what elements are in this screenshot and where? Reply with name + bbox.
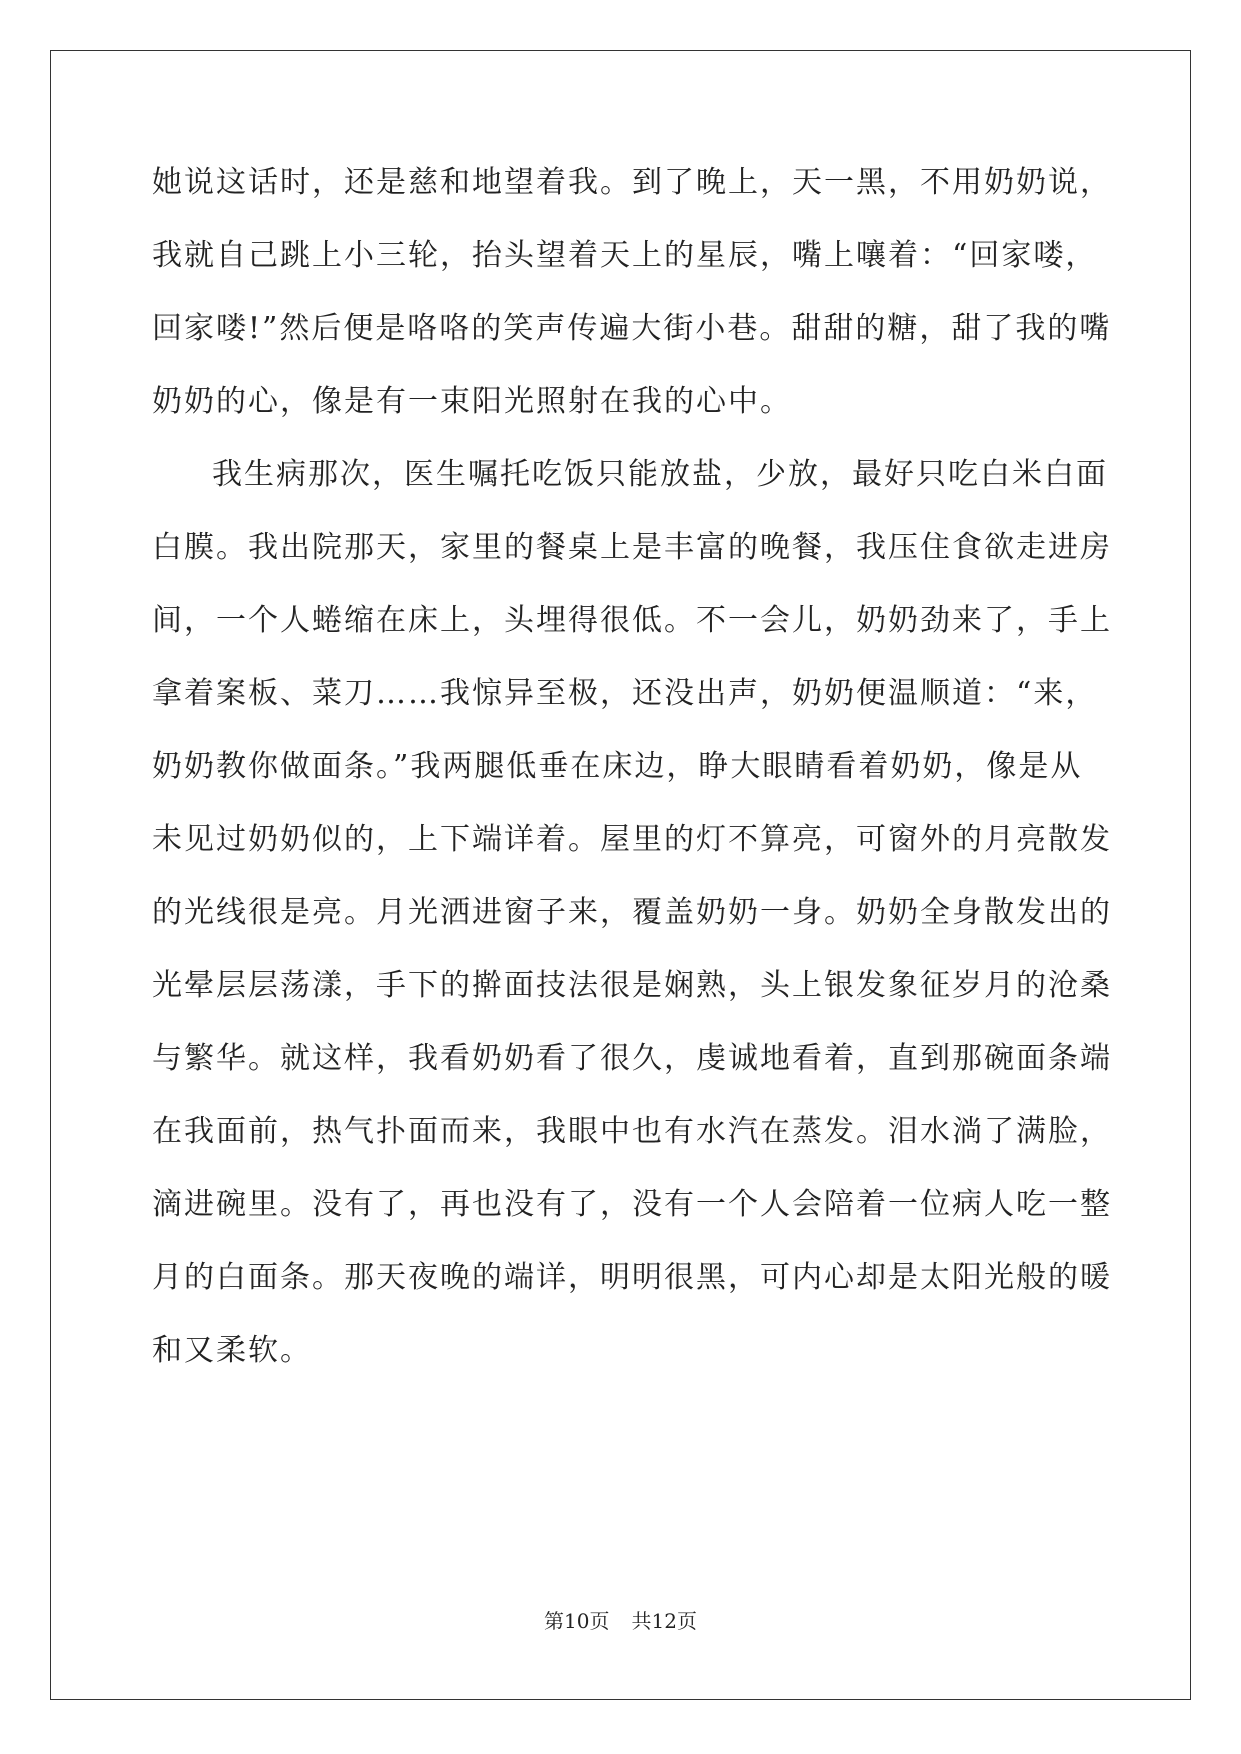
text-line: 我生病那次，医生嘱托吃饭只能放盐，少放，最好只吃白米白面 (212, 457, 1108, 492)
page-number: 第10页 (544, 1609, 610, 1633)
text-line: 的光线很是亮。月光洒进窗子来，覆盖奶奶一身。奶奶全身散发出的 (152, 895, 1112, 930)
text-line: 她说这话时，还是慈和地望着我。到了晚上，天一黑，不用奶奶说， (152, 165, 1112, 200)
text-line: 回家喽!”然后便是咯咯的笑声传遍大街小巷。甜甜的糖，甜了我的嘴 (152, 311, 1112, 346)
text-line: 间，一个人蜷缩在床上，头埋得很低。不一会儿，奶奶劲来了，手上 (152, 603, 1112, 638)
text-line: 月的白面条。那天夜晚的端详，明明很黑，可内心却是太阳光般的暖 (152, 1260, 1112, 1295)
text-line: 奶奶教你做面条。”我两腿低垂在床边，睁大眼睛看着奶奶，像是从 (152, 749, 1083, 784)
page-border (50, 50, 1191, 1700)
text-line: 拿着案板、菜刀……我惊异至极，还没出声，奶奶便温顺道：“来， (152, 676, 1098, 711)
text-line: 在我面前，热气扑面而来，我眼中也有水汽在蒸发。泪水淌了满脸， (152, 1114, 1112, 1149)
page-footer (0, 1605, 1241, 1634)
text-line: 光晕层层荡漾，手下的擀面技法很是娴熟，头上银发象征岁月的沧桑 (152, 968, 1112, 1003)
text-line: 与繁华。就这样，我看奶奶看了很久，虔诚地看着，直到那碗面条端 (152, 1041, 1112, 1076)
text-line: 奶奶的心，像是有一束阳光照射在我的心中。 (152, 384, 792, 419)
text-line: 未见过奶奶似的，上下端详着。屋里的灯不算亮，可窗外的月亮散发 (152, 822, 1112, 857)
text-line: 我就自己跳上小三轮，抬头望着天上的星辰，嘴上嚷着：“回家喽， (152, 238, 1098, 273)
text-line: 和又柔软。 (152, 1333, 312, 1368)
text-line: 白膜。我出院那天，家里的餐桌上是丰富的晚餐，我压住食欲走进房 (152, 530, 1112, 565)
text-line: 滴进碗里。没有了，再也没有了，没有一个人会陪着一位病人吃一整 (152, 1187, 1112, 1222)
page-total: 共12页 (631, 1609, 697, 1633)
